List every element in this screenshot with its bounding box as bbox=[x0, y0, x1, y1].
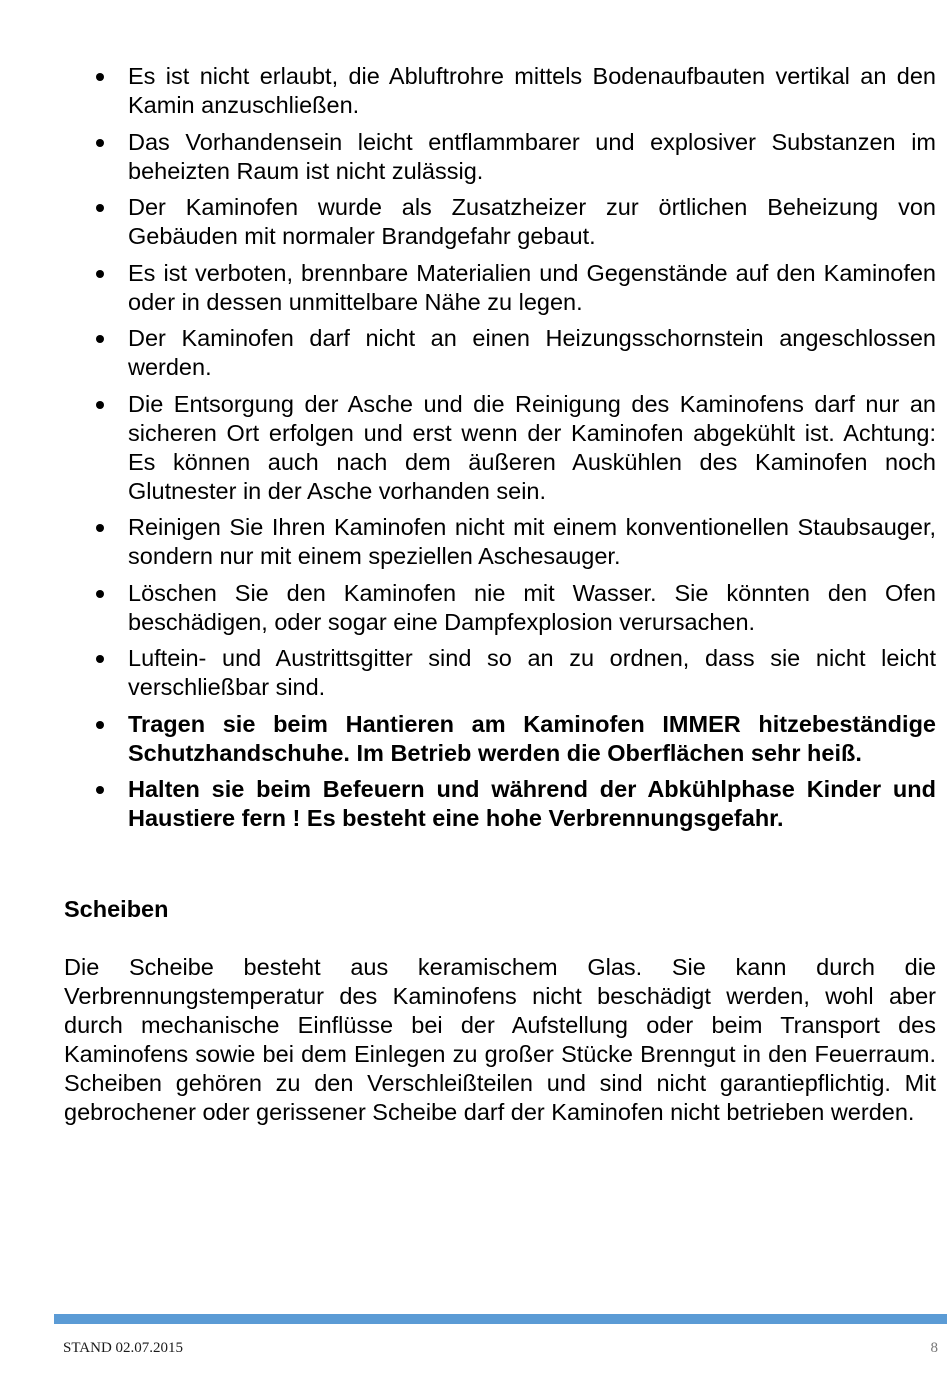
bullet-icon bbox=[96, 401, 104, 409]
bullet-item bbox=[96, 390, 936, 506]
bullet-text: Löschen Sie den Kaminofen nie mit Wasser. Sie könnten den Ofen beschädigen, oder sogar eine Dampfexplosion verursachen. bbox=[128, 579, 936, 635]
bullet-item-warning bbox=[96, 710, 936, 768]
section-heading: Scheiben bbox=[64, 896, 169, 922]
bullet-text: Die Entsorgung der Asche und die Reinigung des Kaminofens darf nur an sicheren Ort erfolgen und erst wenn der Kaminofen abgekühlt ist. Achtung: Es können auch nach dem äußeren Auskühlen des Kaminofen noch Glutnester in der Asche vorhanden sein. bbox=[128, 390, 936, 504]
bullet-text: Luftein- und Austrittsgitter sind so an zu ordnen, dass sie nicht leicht verschließbar sind. bbox=[128, 645, 936, 700]
bullet-text: Halten sie beim Befeuern und während der Abkühlphase Kinder und Haustiere fern ! Es besteht eine hohe Verbrennungsgefahr. bbox=[128, 776, 936, 831]
bullet-text: Der Kaminofen darf nicht an einen Heizungsschornstein angeschlossen werden. bbox=[128, 325, 936, 380]
bullet-icon bbox=[96, 655, 104, 663]
bullet-icon bbox=[96, 524, 104, 532]
bullet-item bbox=[96, 193, 936, 251]
bullet-icon bbox=[96, 139, 104, 147]
footer-stand-date: STAND 02.07.2015 bbox=[63, 1340, 184, 1356]
bullet-text: Es ist verboten, brennbare Materialien und Gegenstände auf den Kaminofen oder in dessen unmittelbare Nähe zu legen. bbox=[128, 259, 936, 315]
bullet-text: Reinigen Sie Ihren Kaminofen nicht mit einem konventionellen Staubsauger, sondern nur mit einem speziellen Aschesauger. bbox=[128, 514, 936, 569]
safety-bullet-list bbox=[96, 62, 936, 841]
bullet-item bbox=[96, 513, 936, 571]
bullet-text: Das Vorhandensein leicht entflammbarer und explosiver Substanzen im beheizten Raum ist nicht zulässig. bbox=[128, 128, 936, 184]
section-body-paragraph: Die Scheibe besteht aus keramischem Glas. Sie kann durch die Verbrennungstemperatur des Kaminofens nicht beschädigt werden, wohl aber durch mechanische Einflüsse bei der Aufstellung oder beim Transport des Kaminofens sowie bei dem Einlegen zu großer Stücke Brenngut in den Feuerraum. Scheiben gehören zu den Verschleißteilen und sind nicht garantiepflichtig. Mit gebrochener oder gerissener Scheibe darf der Kaminofen nicht betrieben werden. bbox=[64, 954, 936, 1125]
bullet-icon bbox=[96, 335, 104, 343]
bullet-text: Der Kaminofen wurde als Zusatzheizer zur örtlichen Beheizung von Gebäuden mit normaler Brandgefahr gebaut. bbox=[128, 194, 936, 249]
bullet-icon bbox=[96, 73, 104, 81]
bullet-icon bbox=[96, 590, 104, 598]
bullet-icon bbox=[96, 270, 104, 278]
bullet-item-warning bbox=[96, 775, 936, 833]
bullet-item bbox=[96, 324, 936, 382]
bullet-text: Es ist nicht erlaubt, die Abluftrohre mittels Bodenaufbauten vertikal an den Kamin anzuschließen. bbox=[128, 63, 936, 118]
bullet-item bbox=[96, 128, 936, 186]
bullet-text: Tragen sie beim Hantieren am Kaminofen IMMER hitzebeständige Schutzhandschuhe. Im Betrieb werden die Oberflächen sehr heiß. bbox=[128, 710, 936, 766]
bullet-item bbox=[96, 644, 936, 702]
footer-divider-bar bbox=[54, 1314, 947, 1324]
bullet-icon bbox=[96, 204, 104, 212]
bullet-item bbox=[96, 579, 936, 637]
bullet-icon bbox=[96, 721, 104, 729]
bullet-item bbox=[96, 62, 936, 120]
bullet-item bbox=[96, 259, 936, 317]
bullet-icon bbox=[96, 786, 104, 794]
page-number: 8 bbox=[930, 1340, 938, 1356]
